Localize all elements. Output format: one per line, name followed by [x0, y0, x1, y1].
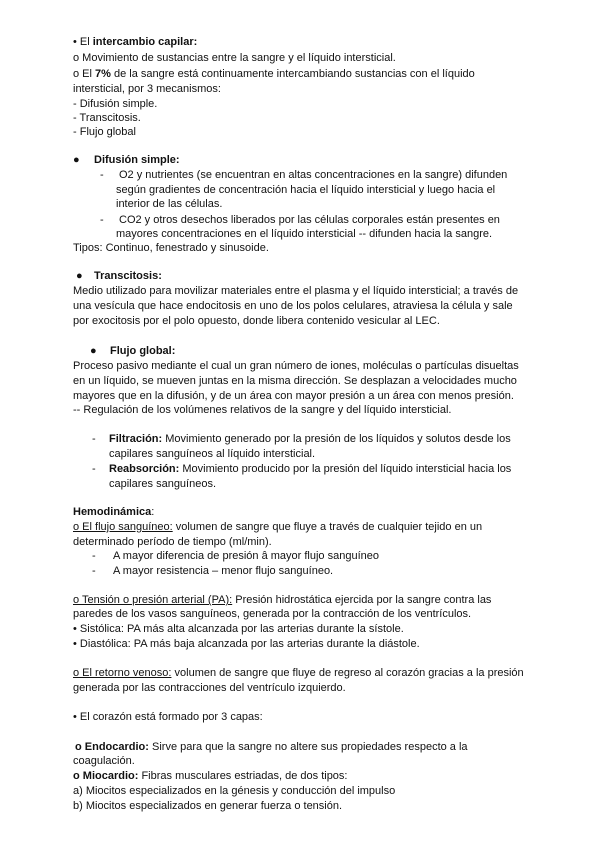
paragraph-line: -- Regulación de los volúmenes relativos de la sangre y del líquido intersticial.	[73, 404, 452, 416]
section-title-text: Transcitosis:	[94, 270, 162, 282]
dash-marker: -	[92, 565, 96, 577]
paragraph-line: Tipos: Continuo, fenestrado y sinusoide.	[73, 242, 269, 254]
paragraph-line	[73, 67, 475, 81]
paragraph-line	[75, 740, 468, 754]
paragraph-line: según gradientes de concentración hacia el líquido intersticial y luego hacia el	[116, 184, 496, 196]
term: Filtración:	[109, 433, 163, 445]
text: Movimiento producido por la presión del líquido intersticial hacia los	[179, 463, 512, 475]
paragraph-line: capilares sanguíneos al líquido intersticial.	[109, 448, 316, 460]
section-title	[94, 153, 180, 167]
section-title-text: Hemodinámica	[73, 506, 152, 518]
section-title	[110, 344, 175, 358]
list-item: A mayor diferencia de presión â mayor flujo sanguíneo	[113, 550, 379, 562]
list-item: a) Miocitos especializados en la génesis y conducción del impulso	[73, 785, 396, 797]
paragraph-line	[73, 520, 482, 534]
text: :	[151, 506, 155, 518]
paragraph-line: en un líquido, se mueven juntas en la misma dirección. Se desplazan a velocidades mucho	[73, 375, 517, 387]
paragraph-line	[109, 462, 511, 476]
section-title	[73, 505, 154, 519]
list-item: - Transcitosis.	[73, 112, 141, 124]
paragraph-line	[109, 432, 511, 446]
list-item: A mayor resistencia – menor flujo sanguíneo.	[113, 565, 334, 577]
bullet-icon: ●	[73, 154, 80, 166]
dash-marker: -	[100, 169, 104, 181]
percent-value: 7%	[95, 68, 111, 80]
paragraph-line: coagulación.	[73, 755, 135, 767]
dash-marker: -	[92, 433, 96, 445]
paragraph-line: o Movimiento de sustancias entre la sangre y el líquido intersticial.	[73, 52, 396, 64]
paragraph-line: intersticial, por 3 mecanismos:	[73, 83, 221, 95]
paragraph-line: mayores concentraciones en el líquido intersticial -- difunden hacia la sangre.	[116, 228, 493, 240]
dash-marker: -	[100, 214, 104, 226]
paragraph-line: una vesícula que hace endocitosis en uno de los polos celulares, atraviesa la célula y sale	[73, 300, 513, 312]
paragraph-line	[73, 593, 491, 607]
dash-marker: -	[92, 463, 96, 475]
paragraph-line: determinado período de tiempo (ml/min).	[73, 536, 272, 548]
cap-heading-line	[73, 35, 197, 49]
text: Presión hidrostática ejercida por la sangre contra las	[232, 594, 492, 606]
paragraph-line: Medio utilizado para movilizar materiales entre el plasma y el líquido intersticial; a través de	[73, 285, 519, 297]
text: volumen de sangre que fluye a través de cualquier tejido en un	[172, 521, 483, 533]
text: Sirve para que la sangre no altere sus propiedades respecto a la	[148, 741, 468, 753]
text: volumen de sangre que fluye de regreso al corazón gracias a la presión	[171, 667, 524, 679]
paragraph-line: interior de las células.	[116, 198, 223, 210]
underlined-term: o Tensión o presión arterial (PA):	[73, 594, 233, 606]
paragraph-line: mayores que en la difusión, y de un área con mayor presión a un área con menos presión.	[73, 390, 514, 402]
text: de la sangre está continuamente intercambiando sustancias con el líquido	[110, 68, 475, 80]
list-item: • Diastólica: PA más baja alcanzada por las arterias durante la diástole.	[73, 638, 420, 650]
bullet-icon: ●	[90, 345, 97, 357]
paragraph-line	[73, 666, 524, 680]
bullet-icon: ●	[76, 270, 83, 282]
section-title-text: Flujo global:	[110, 345, 176, 357]
list-item: - Difusión simple.	[73, 98, 158, 110]
text: Fibras musculares estriadas, de dos tipos:	[138, 770, 348, 782]
section-title-text: Difusión simple:	[94, 154, 180, 166]
paragraph-line: • El corazón está formado por 3 capas:	[73, 711, 263, 723]
underlined-term: o El flujo sanguíneo:	[73, 521, 173, 533]
underlined-term: o El retorno venoso:	[73, 667, 172, 679]
dash-marker: -	[92, 550, 96, 562]
paragraph-line: generada por las contracciones del ventrículo izquierdo.	[73, 682, 346, 694]
section-title: intercambio capilar:	[92, 36, 198, 48]
text: • El	[73, 36, 93, 48]
text: o El	[73, 68, 96, 80]
paragraph-line: capilares sanguíneos.	[109, 478, 217, 490]
paragraph-line	[73, 769, 347, 783]
list-item: • Sistólica: PA más alta alcanzada por las arterias durante la sístole.	[73, 623, 404, 635]
paragraph-line: paredes de los vasos sanguíneos, generada por la contracción de los ventrículos.	[73, 608, 472, 620]
term: Reabsorción:	[109, 463, 180, 475]
paragraph-line: O2 y nutrientes (se encuentran en altas concentraciones en la sangre) difunden	[119, 169, 508, 181]
paragraph-line: por exocitosis por el polo opuesto, donde libera contenido vesicular al LEC.	[73, 315, 440, 327]
text: Movimiento generado por la presión de los líquidos y solutos desde los	[162, 433, 511, 445]
paragraph-line: Proceso pasivo mediante el cual un gran número de iones, moléculas o partículas disueltas	[73, 360, 519, 372]
section-title	[94, 269, 162, 283]
term: o Endocardio:	[75, 741, 149, 753]
list-item: - Flujo global	[73, 126, 136, 138]
list-item: b) Miocitos especializados en generar fuerza o tensión.	[73, 800, 343, 812]
paragraph-line: CO2 y otros desechos liberados por las células corporales están presentes en	[119, 214, 500, 226]
term: o Miocardio:	[73, 770, 139, 782]
